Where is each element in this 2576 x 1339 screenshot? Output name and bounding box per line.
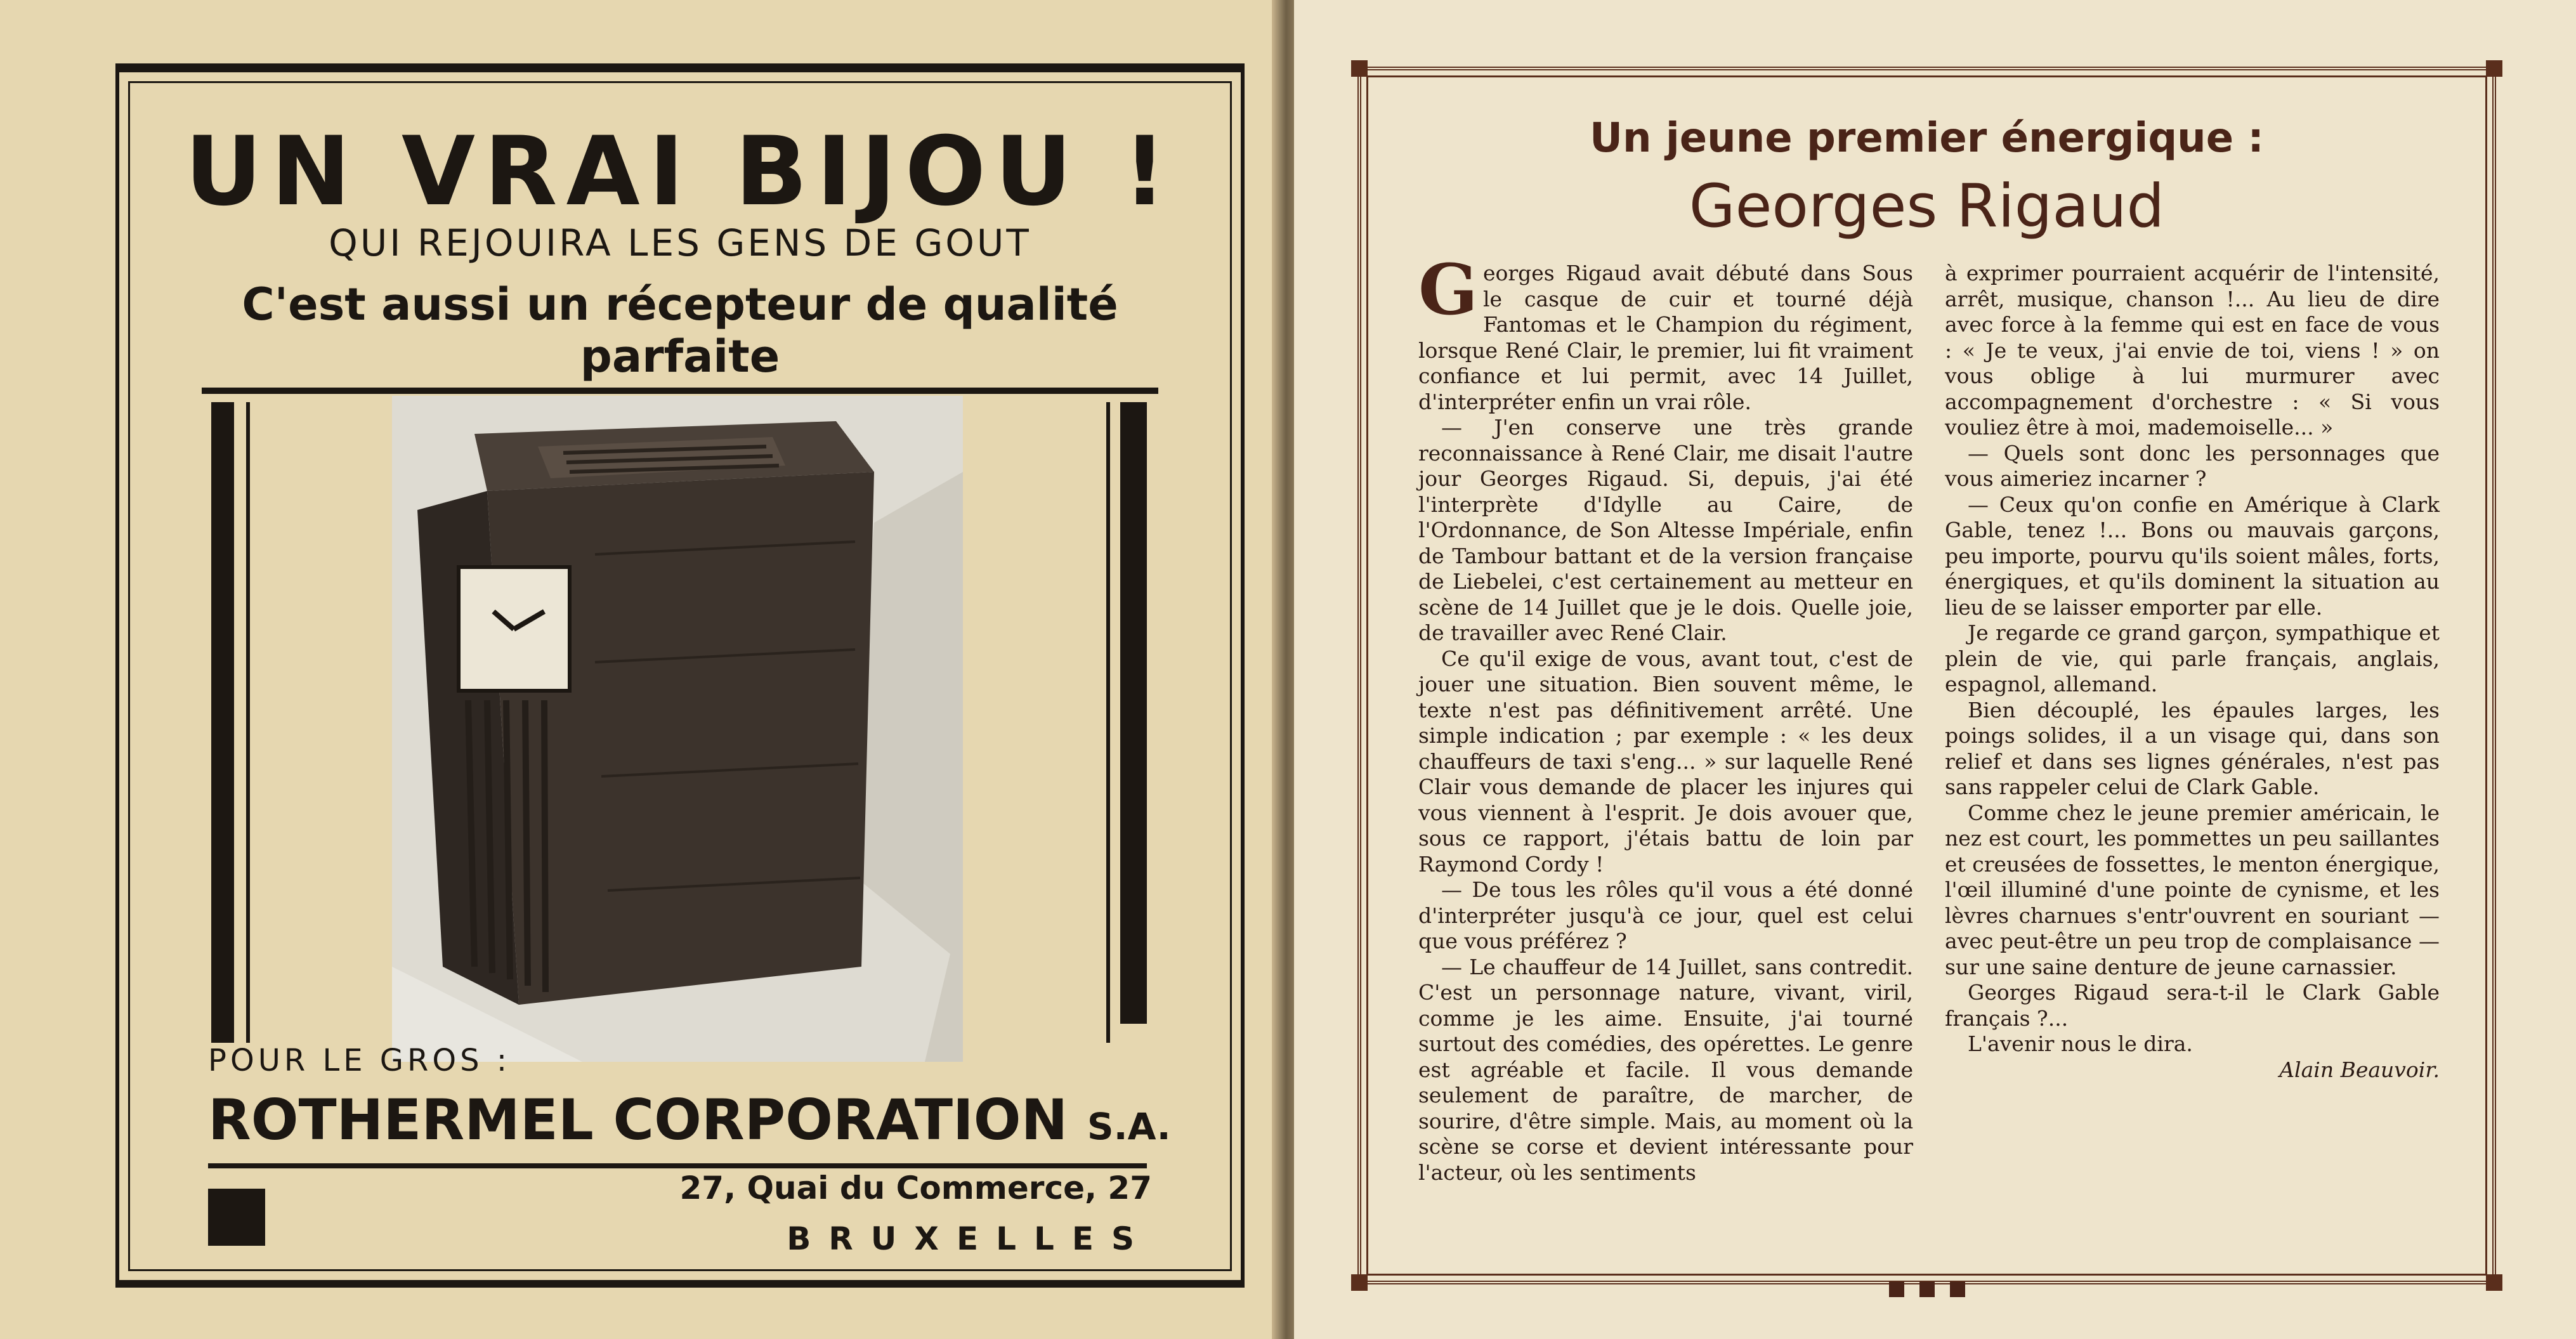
- radio-illustration: [392, 396, 963, 1062]
- paragraph: Georges Rigaud avait débuté dans Sous le casque de cuir et tourné déjà Fantomas et le Champion du régiment, lorsque René Clair, le premier, lui fit vraiment confiance et lui permit, avec 14 Juillet, d'interpréter enfin un vrai rôle.: [1418, 249, 1913, 414]
- radio-photo: [392, 396, 963, 1062]
- article-body: [1418, 249, 2440, 1250]
- article-column-right: [1945, 261, 2440, 1083]
- right-decorative-bar: [1120, 402, 1147, 1024]
- paragraph: L'avenir nous le dira.: [1968, 1031, 2193, 1056]
- article-signature: Alain Beauvoir.: [2279, 1057, 2440, 1082]
- drop-cap: G: [1418, 249, 1478, 330]
- paragraph: Comme chez le jeune premier américain, le nez est court, les pommettes un peu saillantes et creusées de fossettes, le menton énergique, l'œil illuminé d'une pointe de cynisme, et les lèvres charnues s'entr'ouvrent en souriant — avec peut-être un peu trop de complaisance — sur une saine denture de jeune carnassier.: [1945, 800, 2440, 979]
- company-address: 27, Quai du Commerce, 27: [679, 1170, 1152, 1206]
- ornament-square: [1919, 1282, 1935, 1297]
- end-ornament: [1361, 1282, 2492, 1300]
- company-suffix: S.A.: [1087, 1105, 1171, 1148]
- ornament-square: [1950, 1282, 1965, 1297]
- wholesale-label: POUR LE GROS :: [208, 1043, 511, 1078]
- company-city: BRUXELLES: [787, 1220, 1152, 1257]
- decorative-square: [208, 1189, 265, 1246]
- left-decorative-bar: [211, 402, 234, 1043]
- paragraph: — J'en conserve une très grande reconnaissance à René Clair, me disait l'autre jour Georges Rigaud. Si, depuis, j'ai été l'interprète d'Idylle au Caire, de l'Ordonnance, de Son Altesse Impériale, enfin de Tambour battant et de la version française de Liebelei, c'est certainement au metteur en scène de 14 Juillet que je le dois. Quelle joie, de travailler avec René Clair.: [1418, 415, 1913, 645]
- frame-corner-tr: [2486, 60, 2502, 77]
- article-kicker: Un jeune premier énergique :: [1590, 115, 2264, 162]
- ornament-square: [1889, 1282, 1904, 1297]
- article-title: Georges Rigaud: [1689, 172, 2165, 241]
- paragraph: Ce qu'il exige de vous, avant tout, c'est de jouer une situation. Bien souvent même, le texte n'est pas définitivement arrêté. Une simple indication ; par exemple : « les deux chauffeurs de taxi s'eng... » sur laquelle René Clair vous demande de placer les injures qui vous viennent à l'esprit. Je dois avouer que, sous ce rapport, j'étais battu de loin par Raymond Cordy !: [1418, 646, 1913, 877]
- company-name-text: ROTHERMEL CORPORATION: [208, 1087, 1068, 1153]
- paragraph: — Quels sont donc les personnages que vous aimeriez incarner ?: [1945, 440, 2440, 491]
- paragraph: Bien découplé, les épaules larges, les poings solides, il a un visage qui, dans son relief et dans ses lignes générales, n'est pas sans rappeler celui de Clark Gable.: [1945, 697, 2440, 799]
- paragraph: à exprimer pourraient acquérir de l'intensité, arrêt, musique, chanson !... Au lieu de dire avec force à la femme qui est en face de vous : « Je te veux, j'ai envie de toi, viens ! » on vous oblige à lui murmurer avec accompagnement d'orchestre : « Si vous vouliez être à moi, mademoiselle... »: [1945, 261, 2440, 440]
- paragraph: — Ceux qu'on confie en Amérique à Clark Gable, tenez !... Bons ou mauvais garçons, peu importe, pourvu qu'ils soient mâles, forts, énergiques, et qu'ils dominent la situation au lieu de se laisser emporter par elle.: [1945, 492, 2440, 620]
- article-frame: [1357, 67, 2496, 1284]
- company-rule: [208, 1163, 1147, 1168]
- ad-subheadline: QUI REJOUIRA LES GENS DE GOUT: [329, 221, 1031, 265]
- frame-corner-tl: [1351, 60, 1368, 77]
- ad-frame: [115, 63, 1245, 1288]
- right-decorative-line: [1106, 402, 1110, 1043]
- right-page: [1294, 0, 2576, 1339]
- article-column-left: [1418, 249, 1913, 1186]
- company-name: [208, 1087, 1171, 1153]
- ad-headline: UN VRAI BIJOU !: [185, 117, 1175, 227]
- paragraph: Georges Rigaud sera-t-il le Clark Gable français ?...: [1945, 980, 2440, 1031]
- paragraph: Je regarde ce grand garçon, sympathique et plein de vie, qui parle français, anglais, espagnol, allemand.: [1945, 620, 2440, 696]
- left-decorative-line: [246, 402, 250, 1043]
- ad-tagline: C'est aussi un récepteur de qualité parfaite: [202, 278, 1158, 394]
- paragraph: — Le chauffeur de 14 Juillet, sans contredit. C'est un personnage nature, vivant, viril, comme je les aime. Ensuite, j'ai tourné surtout des comédies, des opérettes. Le genre est agréable et facile. Il vous demande seulement de paraître, de marcher, de sourire, d'être simple. Mais, au moment où la scène se corse et devient intéressante pour l'acteur, où les sentiments: [1418, 954, 1913, 1185]
- paragraph: — De tous les rôles qu'il vous a été donné d'interpréter jusqu'à ce jour, quel est celui que vous préférez ?: [1418, 877, 1913, 953]
